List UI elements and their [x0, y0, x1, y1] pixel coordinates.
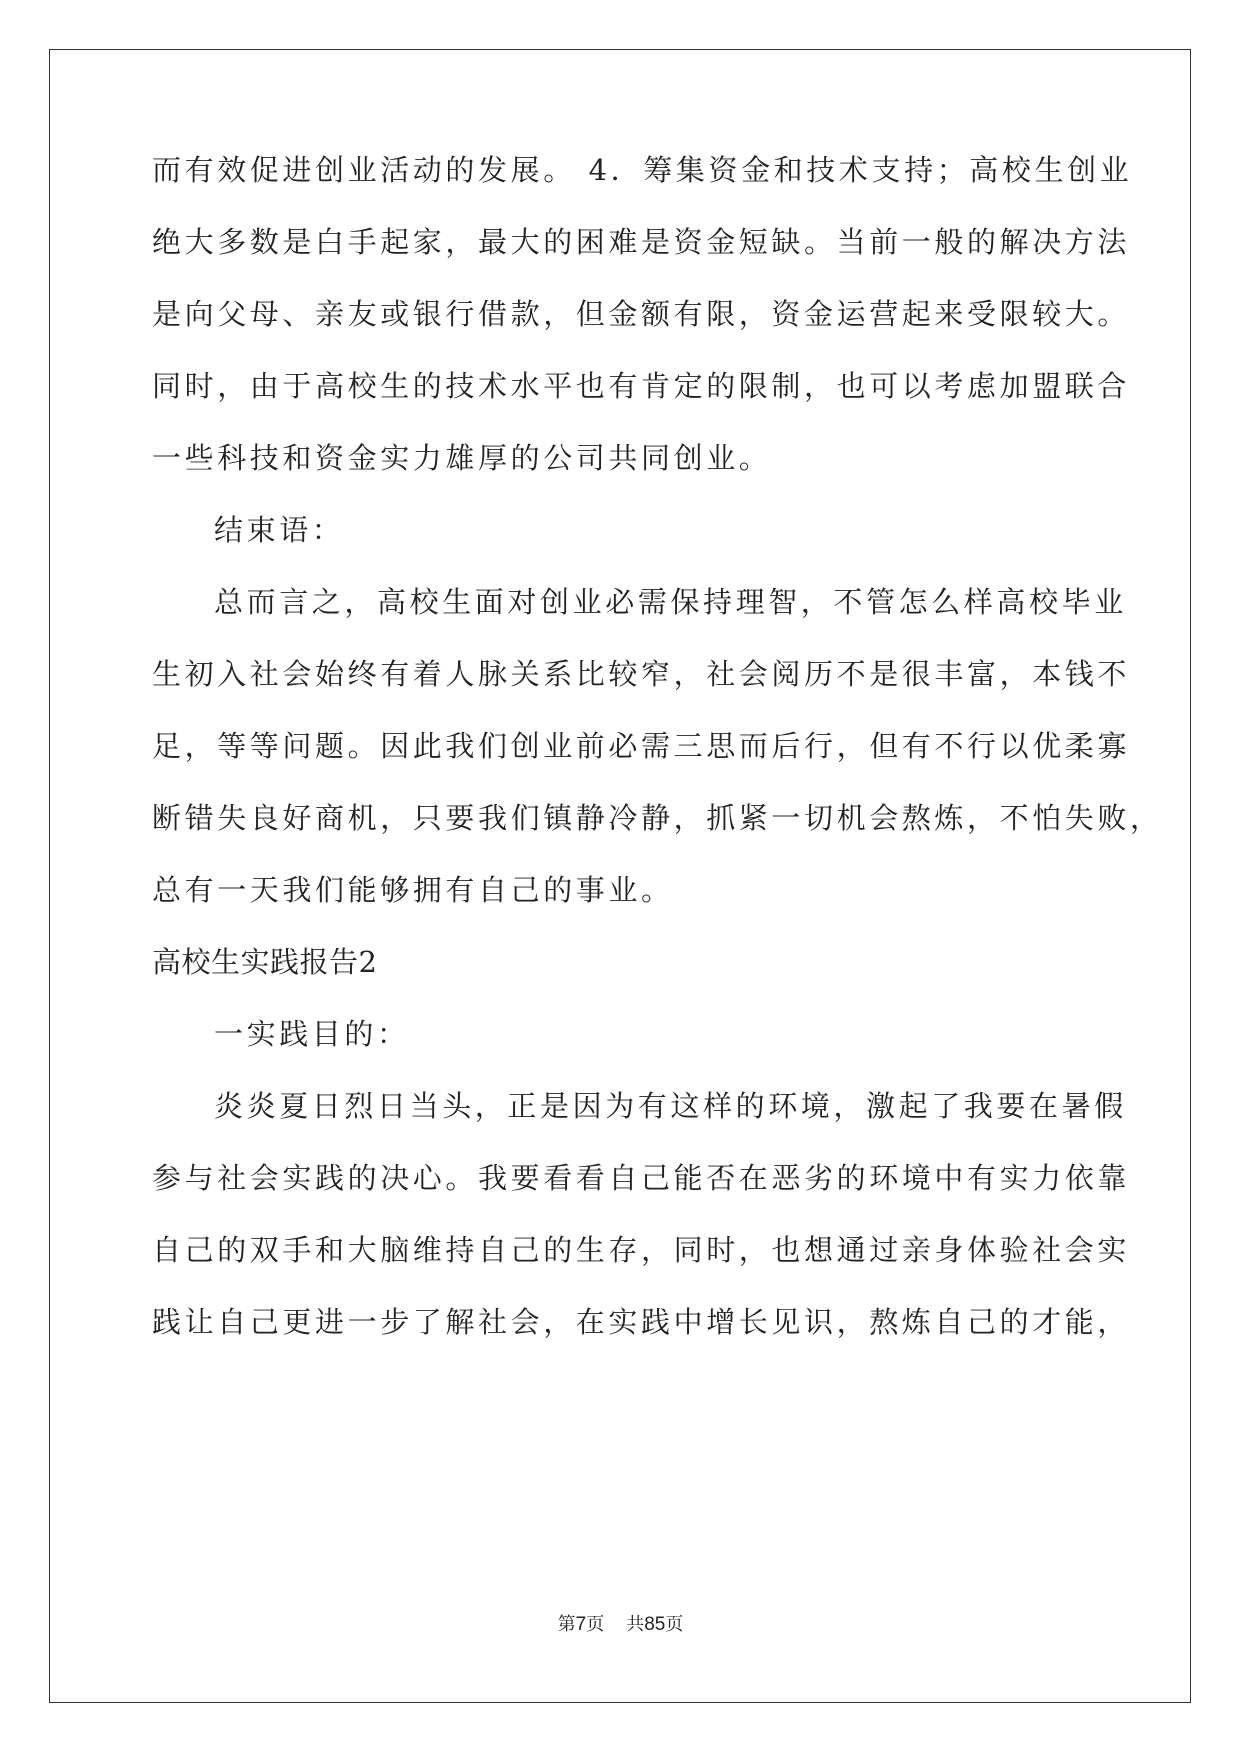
conclusion-heading: 结束语：	[214, 513, 345, 547]
paragraph-line: 一些科技和资金实力雄厚的公司共同创业。	[152, 441, 772, 475]
subsection-heading: 一实践目的：	[214, 1017, 410, 1051]
paragraph-line: 总有一天我们能够拥有自己的事业。	[152, 873, 674, 907]
total-prefix: 共	[626, 1614, 645, 1635]
page-prefix: 第	[557, 1614, 576, 1635]
paragraph-line: 绝大多数是白手起家，最大的困难是资金短缺。当前一般的解决方法	[152, 225, 1131, 259]
paragraph-line: 参与社会实践的决心。我要看看自己能否在恶劣的环境中有实力依靠	[152, 1161, 1131, 1195]
total-pages: 85	[644, 1614, 666, 1635]
paragraph-line: 总而言之，高校生面对创业必需保持理智，不管怎么样高校毕业	[214, 585, 1127, 619]
paragraph-line: 自己的双手和大脑维持自己的生存，同时，也想通过亲身体验社会实	[152, 1233, 1131, 1267]
paragraph-line: 断错失良好商机，只要我们镇静冷静，抓紧一切机会熬炼，不怕失败，	[152, 801, 1163, 835]
total-suffix: 页	[665, 1614, 684, 1635]
paragraph-line: 而有效促进创业活动的发展。 4．筹集资金和技术支持；高校生创业	[152, 153, 1133, 187]
paragraph-line: 同时，由于高校生的技术水平也有肯定的限制，也可以考虑加盟联合	[152, 369, 1131, 403]
paragraph-line: 是向父母、亲友或银行借款，但金额有限，资金运营起来受限较大。	[152, 297, 1131, 331]
paragraph-line: 践让自己更进一步了解社会，在实践中增长见识，熬炼自己的才能，	[152, 1305, 1131, 1339]
page-footer	[0, 1613, 1241, 1637]
paragraph-line: 足，等等问题。因此我们创业前必需三思而后行，但有不行以优柔寡	[152, 729, 1131, 763]
paragraph-line: 炎炎夏日烈日当头，正是因为有这样的环境，激起了我要在暑假	[214, 1089, 1127, 1123]
section-title: 高校生实践报告2	[152, 945, 378, 979]
page-number: 7	[575, 1614, 587, 1635]
page-suffix: 页	[586, 1614, 605, 1635]
paragraph-line: 生初入社会始终有着人脉关系比较窄，社会阅历不是很丰富，本钱不	[152, 657, 1131, 691]
